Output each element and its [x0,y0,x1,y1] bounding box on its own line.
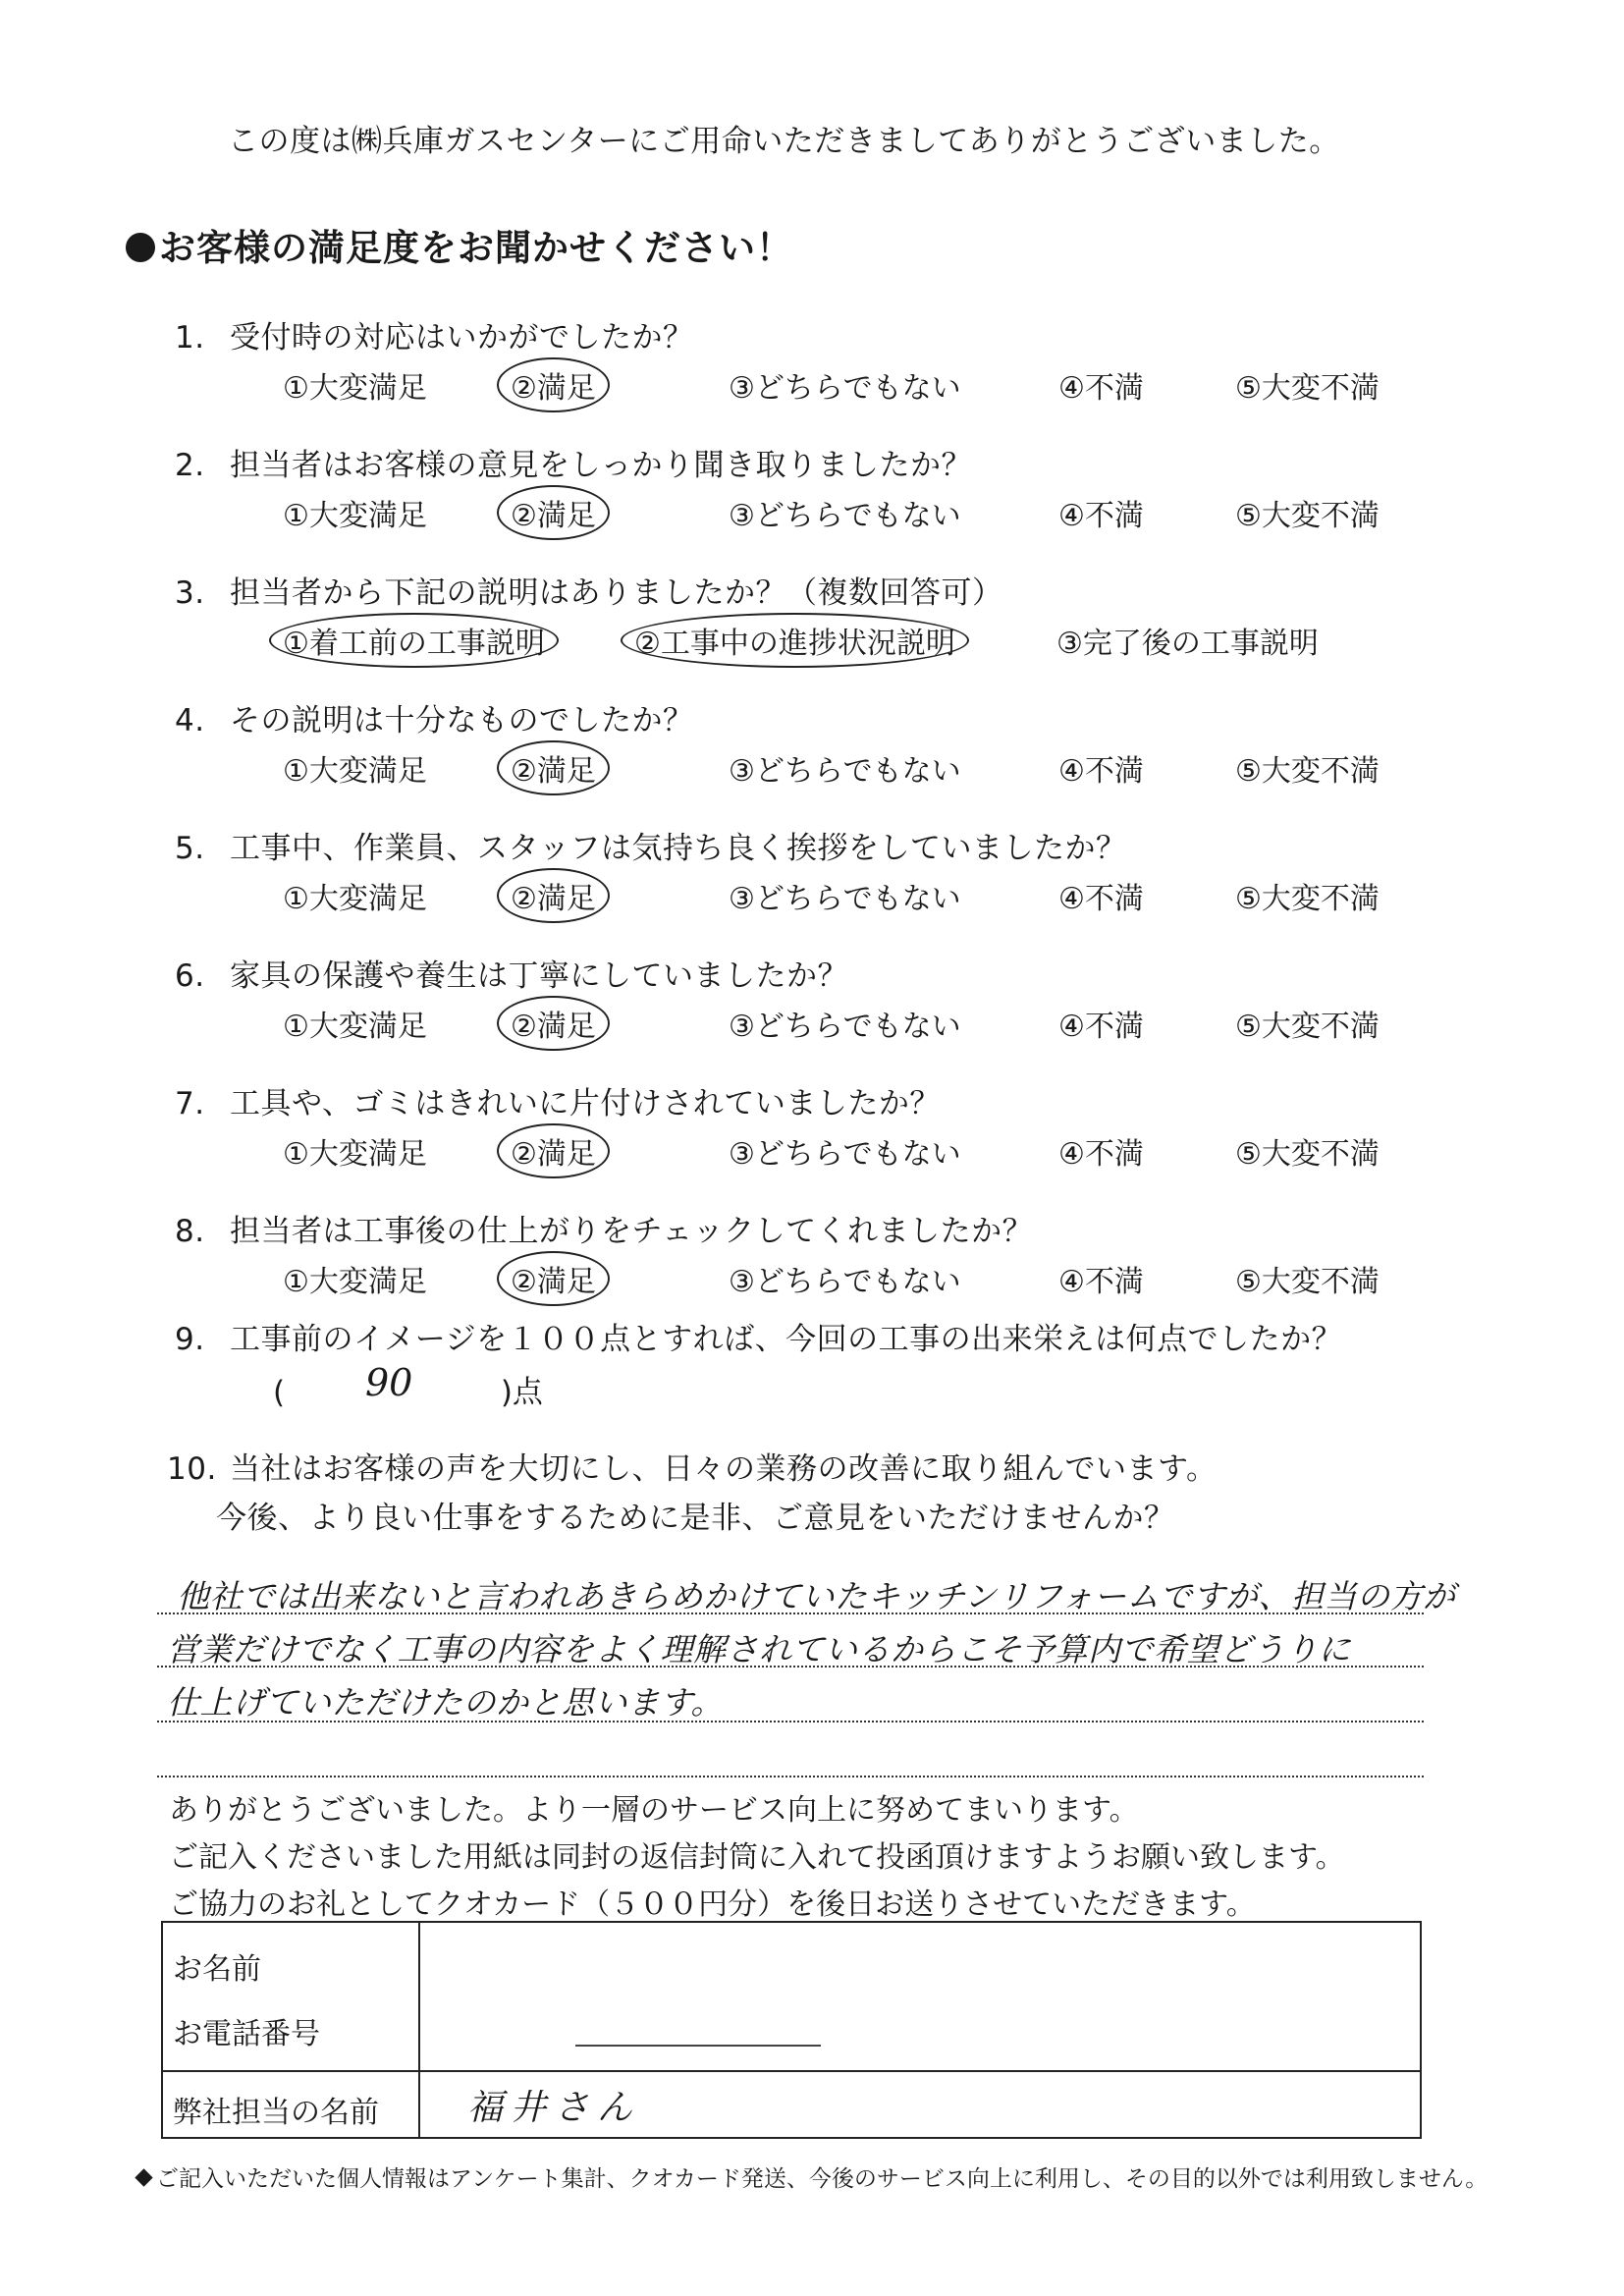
option-5[interactable]: ⑤大変不満 [1235,754,1380,789]
option-1[interactable]: ①大変満足 [283,882,427,916]
thanks-line-3: ご協力のお礼としてクオカード（５００円分）を後日お送りさせていただきます。 [169,1887,1256,1922]
option-1[interactable]: ①大変満足 [283,499,427,533]
question-text-line-2: 今後、より良い仕事をするために是非、ご意見をいただけませんか？ [216,1501,1175,1536]
question-text: 工事前のイメージを１００点とすれば、今回の工事の出来栄えは何点でしたか？ [230,1322,1343,1357]
option-2[interactable]: ②満足 [511,363,596,407]
table-divider [418,1923,420,2137]
question-10-line-2 [216,1493,1175,1537]
option-2[interactable]: ②満足 [511,1257,596,1300]
option-1[interactable]: ①大変満足 [283,1265,427,1299]
thanks-line-1: ありがとうございました。より一層のサービス向上に努めてまいります。 [169,1793,1139,1828]
option-5[interactable]: ⑤大変不満 [1235,1137,1380,1172]
option-4[interactable]: ④不満 [1058,371,1144,406]
dotted-line [157,1721,1424,1722]
name-label: お名前 [173,1952,261,1987]
option-3[interactable]: ③どちらでもない [729,1137,961,1172]
option-5[interactable]: ⑤大変不満 [1235,1265,1380,1299]
option-1[interactable]: ①大変満足 [283,1010,427,1044]
thanks-line-2: ご記入くださいました用紙は同封の返信封筒に入れて投函頂けますようお願い致します。 [169,1840,1345,1875]
footnote-text: ご記入いただいた個人情報はアンケート集計、クオカード発送、今後のサービス向上に利用し、その目的以外では利用致しません。 [156,2166,1489,2192]
question-number: 6. [175,958,205,994]
staff-value[interactable]: 福井さん [467,2088,641,2128]
question-text: 家具の保護や養生は丁寧にしていましたか？ [230,958,848,994]
question-8 [175,1206,1033,1250]
option-3[interactable]: ③どちらでもない [729,499,961,533]
section-heading [126,218,793,271]
privacy-footnote [137,2160,1488,2193]
option-2[interactable]: ②満足 [511,1002,596,1045]
question-text: 担当者はお客様の意見をしっかり聞き取りましたか？ [230,448,972,483]
table-divider [163,2070,1420,2072]
question-number: 4. [175,703,205,738]
intro-text: この度は㈱兵庫ガスセンターにご用命いただきましてありがとうございました。 [228,124,1340,159]
dotted-line [157,1613,1424,1614]
option-4[interactable]: ④不満 [1058,1265,1144,1299]
question-text: 担当者は工事後の仕上がりをチェックしてくれましたか？ [230,1214,1034,1249]
question-text: 工具や、ゴミはきれいに片付けされていましたか？ [230,1086,941,1121]
question-number: 10. [167,1451,217,1487]
diamond-icon [135,2168,152,2186]
comment-line-2: 営業だけでなく工事の内容をよく理解されているからこそ予算内で希望どうりに [167,1630,1351,1668]
option-2[interactable]: ②満足 [511,746,596,790]
question-5 [175,823,1127,867]
option-2[interactable]: ②満足 [511,491,596,534]
option-3[interactable]: ③どちらでもない [729,754,961,789]
heading-text: お客様の満足度をお聞かせください！ [159,227,793,269]
option-3[interactable]: ③どちらでもない [729,1010,961,1044]
comment-line-1: 他社では出来ないと言われあきらめかけていたキッチンリフォームですが、担当の方が [177,1577,1456,1615]
options-row [0,491,1624,534]
phone-underline [575,2045,821,2047]
question-number: 2. [175,448,205,483]
options-row [0,874,1624,917]
option-4[interactable]: ④不満 [1058,1137,1144,1172]
bullet-icon [126,233,155,262]
option-4[interactable]: ④不満 [1058,754,1144,789]
question-6 [175,951,848,995]
option-4[interactable]: ④不満 [1058,499,1144,533]
question-number: 1. [175,320,205,355]
question-number: 8. [175,1214,205,1249]
question-10 [167,1444,1218,1488]
question-2 [175,440,972,484]
option-1[interactable]: ①大変満足 [283,371,427,406]
option-3[interactable]: ③どちらでもない [729,371,961,406]
question-4 [175,695,694,739]
question-1 [175,312,694,356]
question-7 [175,1078,941,1122]
question-3 [175,568,1003,612]
options-row [0,619,1624,662]
option-5[interactable]: ⑤大変不満 [1235,882,1380,916]
option-2[interactable]: ②満足 [511,1129,596,1173]
option-1[interactable]: ①着工前の工事説明 [283,619,545,662]
option-5[interactable]: ⑤大変不満 [1235,1010,1380,1044]
options-row [0,363,1624,407]
score-close-paren: )点 [500,1375,543,1410]
option-3[interactable]: ③どちらでもない [729,882,961,916]
score-value: 90 [365,1361,413,1404]
question-number: 7. [175,1086,205,1121]
phone-label: お電話番号 [173,2017,320,2051]
option-5[interactable]: ⑤大変不満 [1235,499,1380,533]
dotted-line [157,1776,1424,1777]
option-4[interactable]: ④不満 [1058,1010,1144,1044]
options-row [0,1129,1624,1173]
option-1[interactable]: ①大変満足 [283,754,427,789]
contact-table [161,1921,1422,2139]
question-text: 担当者から下記の説明はありましたか？（複数回答可） [230,575,1003,611]
question-text: その説明は十分なものでしたか？ [230,703,694,738]
option-5[interactable]: ⑤大変不満 [1235,371,1380,406]
options-row [0,1257,1624,1300]
question-text: 工事中、作業員、スタッフは気持ち良く挨拶をしていましたか？ [230,831,1127,866]
option-3[interactable]: ③完了後の工事説明 [1056,627,1319,661]
options-row [0,1002,1624,1045]
score-open-paren: ( [273,1375,286,1410]
question-text: 受付時の対応はいかがでしたか？ [230,320,694,355]
question-number: 3. [175,575,205,611]
staff-label: 弊社担当の名前 [173,2096,379,2130]
dotted-line [157,1666,1424,1667]
option-1[interactable]: ①大変満足 [283,1137,427,1172]
option-2[interactable]: ②満足 [511,874,596,917]
comment-line-3: 仕上げていただけたのかと思います。 [167,1683,724,1722]
options-row [0,746,1624,790]
question-number: 9. [175,1322,205,1357]
question-number: 5. [175,831,205,866]
option-3[interactable]: ③どちらでもない [729,1265,961,1299]
question-text-line-1: 当社はお客様の声を大切にし、日々の業務の改善に取り組んでいます。 [230,1451,1218,1487]
option-4[interactable]: ④不満 [1058,882,1144,916]
option-2[interactable]: ②工事中の進捗状況説明 [634,619,955,662]
question-9 [175,1314,1342,1358]
